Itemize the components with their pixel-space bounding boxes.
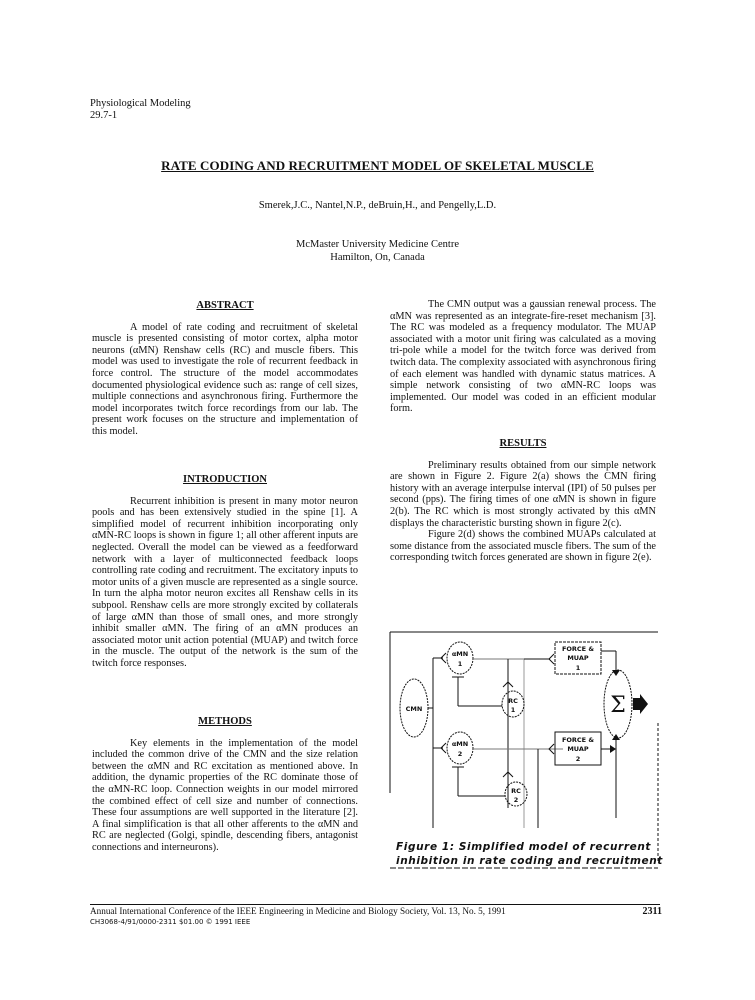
amn2-index: 2 (457, 750, 463, 758)
running-header (90, 98, 191, 122)
force1-index: 1 (575, 664, 581, 672)
introduction-section (92, 474, 358, 670)
abstract-heading: ABSTRACT (196, 300, 254, 311)
affiliation-line1: McMaster University Medicine Centre (296, 239, 459, 250)
amn1-label: αMN (451, 650, 469, 658)
results-heading: RESULTS (499, 438, 547, 449)
force2-label: FORCE & (561, 736, 595, 744)
footer-citation (90, 906, 662, 917)
caption-line2: inhibition in rate coding and recruitment (396, 855, 663, 867)
force2-index: 2 (575, 755, 581, 763)
force1-label: FORCE & (561, 645, 595, 653)
authors: Smerek,J.C., Nantel,N.P., deBruin,H., and Pengelly,L.D. (258, 200, 497, 211)
rc2-index: 2 (513, 796, 519, 804)
force2-sub: MUAP (567, 745, 589, 753)
rc1-index: 1 (510, 706, 516, 714)
methods-heading: METHODS (198, 716, 252, 727)
figure-1-caption (396, 840, 666, 868)
results-section (390, 438, 656, 564)
figure-1-diagram (388, 628, 668, 873)
affiliation (0, 238, 755, 264)
section-code: 29.7-1 (90, 110, 118, 121)
cmn-node-label: CMN (405, 705, 423, 713)
copyright-line: CH3068-4/91/0000-2311 $01.00 © 1991 IEEE (90, 918, 251, 926)
methods-text: Key elements in the implementation of the model included the common drive of the CMN and the size relation between the αMN and RC excitation as mentioned above. In addition, the dynamic properties of the RC dominate those of the αMN-RC loop. Connection weights in our model mirrored the combined effect of cell size and number of connections. These four assumptions are well supported in the literature [2]. A final simplification is that all other afferents to the αMN and RC are neglected (Golgi, spindle, descending fibers, antagonist connections and interneurons). (92, 737, 358, 853)
amn1-index: 1 (457, 660, 463, 668)
conference-name: Annual International Conference of the IEEE Engineering in Medicine and Biology Society, Vol. 13, No. 5, 1991 (90, 906, 506, 916)
section-name: Physiological Modeling (90, 98, 191, 109)
methods-continued (390, 299, 656, 415)
introduction-text: Recurrent inhibition is present in many motor neuron pools and has been extensively studied in the spine [1]. A simplified model of recurrent inhibition incorporating only αMN-RC loops is shown in figure 1; all other afferent inputs are neglected. Overall the model can be viewed as a feedforward network with a layer of multiconnected feedback loops controlling rate coding and recruitment. The excitatory inputs to motor units of a given muscle are represented as a single source. In turn the alpha motor neuron excites all Renshaw cells in its subpool. Renshaw cells are more strongly excited by collaterals of large αMN than those of small ones, and more strongly inhibit smaller αMN. The firing of an αMN produces an associated motor unit action potential (MUAP) and twitch force in the muscle. The output of the network is the sum of the twitch force responses. (92, 495, 358, 669)
page-number: 2311 (642, 906, 662, 917)
force1-sub: MUAP (567, 654, 589, 662)
results-para1: Preliminary results obtained from our simple network are shown in Figure 2. Figure 2(a) shows the CMN firing history with an average interpulse interval (IPI) of 50 pulses per second (pps). The firing times of one αMN is shown in figure 2(b). The RC which is most strongly activated by this αMN displays the characteristic bursting shown in figure 2(c). (390, 459, 656, 529)
abstract-text: A model of rate coding and recruitment of skeletal muscle is presented consisting of motor cortex, alpha motor neurons (αMN) Renshaw cells (RC) and muscle fibers. This model was used to investigate the role of recurrent feedback in force control. The structure of the model accommodates documented physiological evidence such as: range of cell sizes, multiple connections and asynchronous firing. Furthermore the model incorporates twitch force recordings from our lab. The present work focuses on the structure and implementation of this model. (92, 321, 358, 437)
results-para2: Figure 2(d) shows the combined MUAPs calculated at some distance from the associated muscle fibers. The sum of the corresponding twitch forces generated are shown in figure 2(e). (390, 529, 656, 564)
rc1-label: RC (508, 697, 518, 705)
introduction-heading: INTRODUCTION (182, 474, 267, 485)
abstract-section (92, 300, 358, 438)
footer-rule (90, 904, 660, 905)
methods-section (92, 716, 358, 854)
affiliation-line2: Hamilton, On, Canada (330, 252, 425, 263)
paper-title: RATE CODING AND RECRUITMENT MODEL OF SKELETAL MUSCLE (161, 158, 594, 173)
amn2-label: αMN (451, 740, 469, 748)
rc2-label: RC (511, 787, 521, 795)
methods-continued-text: The CMN output was a gaussian renewal process. The αMN was represented as an integrate-fire-reset mechanism [3]. The RC was modeled as a frequency modulator. The MUAP associated with a motor unit firing was calculated as a moving tri-pole while a model for the twitch force was derived from twitch data. The complexity associated with asynchronous firing of each element was handled with dynamic status matrices. A simple network consisting of two αMN-RC loops was implemented. Our model was coded in an efficient modular form. (390, 299, 656, 415)
sum-symbol: Σ (610, 693, 626, 718)
caption-line1: Figure 1: Simplified model of recurrent (396, 841, 652, 853)
